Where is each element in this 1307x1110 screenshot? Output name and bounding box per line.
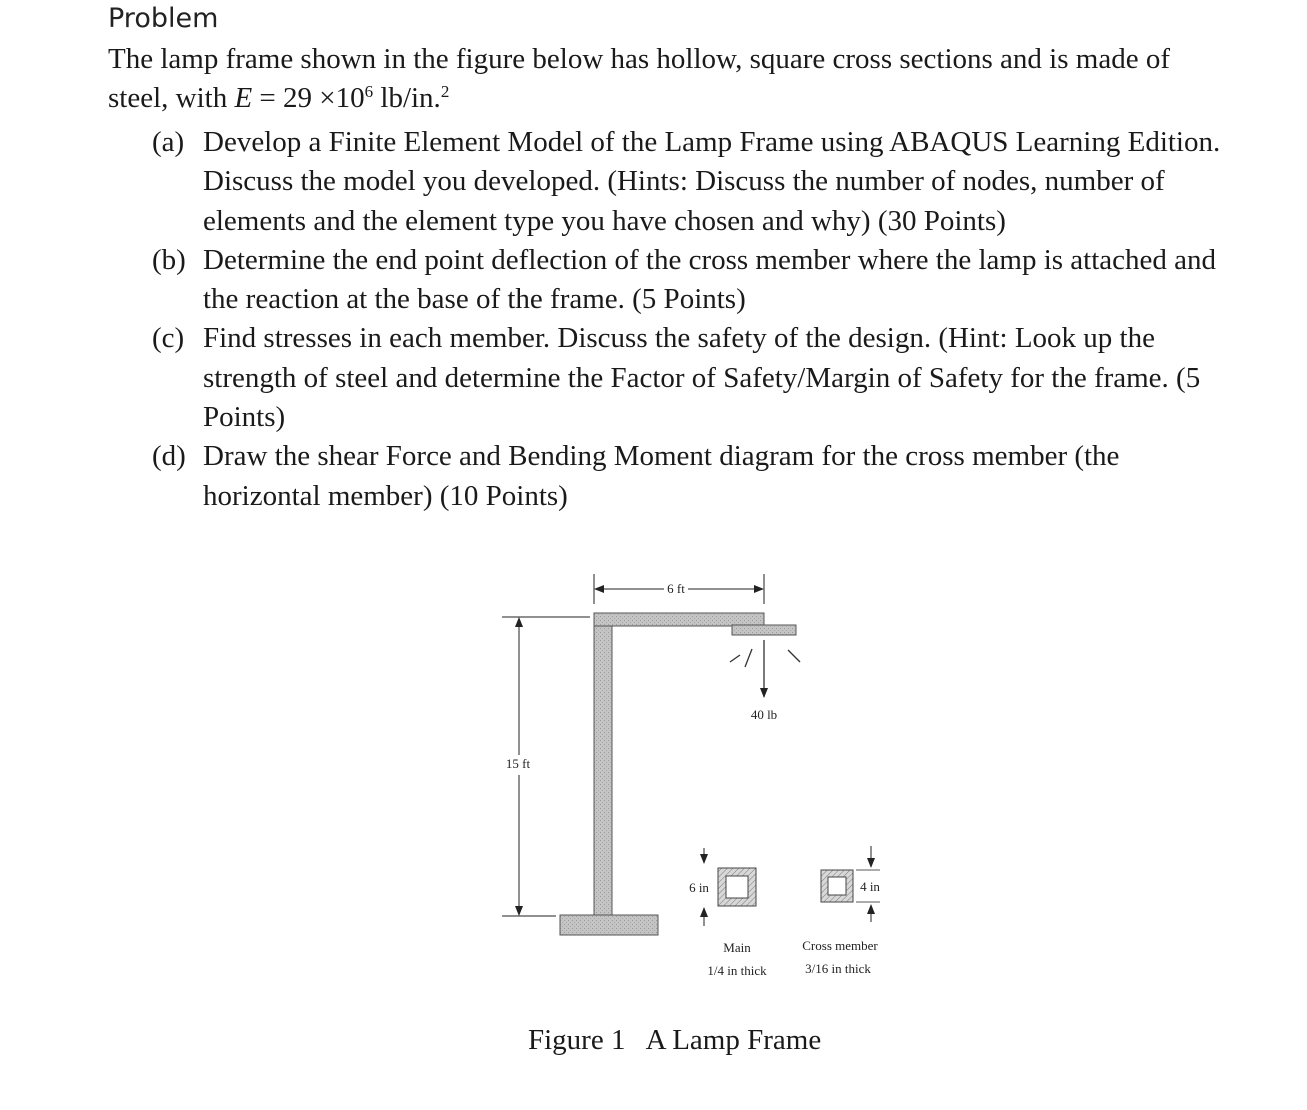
lamp-head [732, 625, 796, 635]
question-label: (c) [152, 322, 185, 355]
width-dimension [594, 574, 764, 604]
modulus-exponent: 6 [364, 82, 374, 101]
cross-section-hole [828, 877, 846, 895]
cross-thickness: 3/16 in thick [805, 961, 871, 976]
main-post [594, 617, 612, 915]
question-text: Develop a Finite Element Model of the Lamp Frame using ABAQUS Learning Edition. Discuss the model you developed. (Hints: Discuss the number of nodes, number of elements and the element type you have chosen and why) (30 Points) [203, 126, 1221, 237]
question-label: (a) [152, 126, 185, 158]
question-text: Draw the shear Force and Bending Moment diagram for the cross member (the horizontal member) (10 Points) [203, 440, 1120, 512]
question-text: Find stresses in each member. Discuss the safety of the design. (Hint: Look up the strength of steel and determine the Factor of Safety/Margin of Safety for the frame. (5 Points) [203, 322, 1201, 434]
modulus-unit: lb/in. [373, 82, 441, 114]
cross-section [802, 846, 880, 976]
cross-member [594, 613, 764, 626]
intro-text: The lamp frame shown in the figure below has hollow, square cross sections and is made of steel, with [108, 43, 1170, 114]
problem-heading: Problem [108, 3, 219, 34]
main-size-label: 6 in [689, 880, 709, 895]
base-plate [560, 915, 658, 935]
cross-label: Cross member [802, 938, 878, 953]
height-dimension-label: 15 ft [505, 756, 531, 771]
main-section-hole [726, 876, 748, 898]
cross-size-label: 4 in [860, 879, 880, 894]
main-thickness: 1/4 in thick [707, 963, 767, 978]
main-section [689, 848, 767, 978]
question-label: (d) [152, 440, 186, 473]
modulus-value: = 29 ×10 [252, 82, 365, 114]
modulus-symbol: E [234, 82, 253, 114]
load-arrow [751, 640, 777, 722]
width-dimension-label: 6 ft [667, 581, 685, 596]
main-label: Main [723, 940, 751, 955]
lamp-light-rays [730, 649, 800, 667]
height-dimension [502, 617, 590, 916]
question-text: Determine the end point deflection of the cross member where the lamp is attached and the reaction at the base of the frame. (5 Points) [203, 243, 1217, 316]
question-label: (b) [152, 243, 186, 276]
lamp-frame [560, 613, 796, 935]
load-label: 40 lb [750, 707, 778, 722]
unit-exponent: 2 [440, 82, 450, 101]
figure-caption: Figure 1 A Lamp Frame [528, 1024, 822, 1056]
